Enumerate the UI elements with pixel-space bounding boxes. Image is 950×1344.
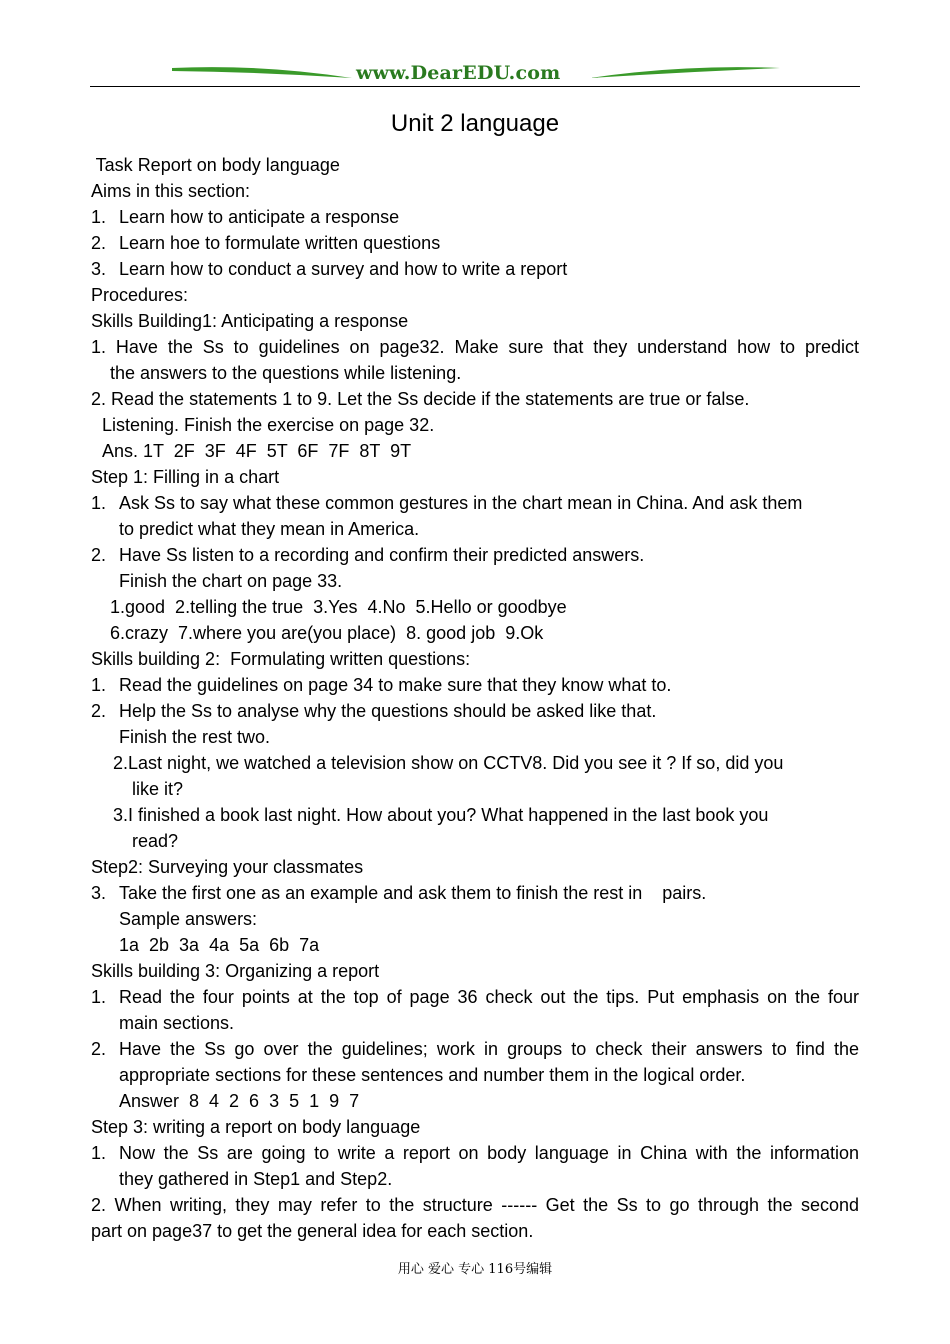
- section-heading: Step 1: Filling in a chart: [91, 467, 280, 487]
- item-text: Read the four points at the top of page 36 check out the tips. Put emphasis on the four: [119, 987, 859, 1007]
- answer-line: 6.crazy 7.where you are(you place) 8. good job 9.Ok: [110, 623, 544, 643]
- section-heading: Step2: Surveying your classmates: [91, 857, 364, 877]
- item-text: Ask Ss to say what these common gestures in the chart mean in China. And ask them: [119, 493, 803, 513]
- paragraph-line: like it?: [132, 779, 184, 799]
- paragraph-line: Sample answers:: [119, 909, 258, 929]
- list-item: [91, 1140, 859, 1166]
- paragraph-line: Listening. Finish the exercise on page 32.: [102, 415, 435, 435]
- paragraph-line: 3.I finished a book last night. How about you? What happened in the last book you: [113, 805, 769, 825]
- item-text: Take the first one as an example and ask them to finish the rest in pairs.: [119, 883, 707, 903]
- list-item: [91, 1036, 859, 1062]
- item-number: 1.: [91, 987, 107, 1007]
- site-logo[interactable]: www.DearEDU.com: [356, 62, 561, 84]
- list-item: [91, 880, 859, 906]
- paragraph-line: read?: [132, 831, 179, 851]
- list-item: [91, 984, 859, 1010]
- item-text: Now the Ss are going to write a report on body language in China with the information: [119, 1143, 859, 1163]
- section-heading: Skills building 3: Organizing a report: [91, 961, 380, 981]
- section-heading: Skills Building1: Anticipating a response: [91, 311, 409, 331]
- answer-line: 1.good 2.telling the true 3.Yes 4.No 5.Hello or goodbye: [110, 597, 567, 617]
- item-number: 1.: [91, 1143, 107, 1163]
- paragraph-line: 2. When writing, they may refer to the structure ------ Get the Ss to go through the second: [91, 1195, 859, 1215]
- item-text: Read the guidelines on page 34 to make sure that they know what to.: [119, 675, 672, 695]
- section-heading: Step 3: writing a report on body language: [91, 1117, 421, 1137]
- paragraph-line: main sections.: [119, 1013, 235, 1033]
- list-item: [91, 256, 859, 282]
- item-text: Learn how to anticipate a response: [119, 207, 400, 227]
- procedures-heading: Procedures:: [91, 285, 189, 305]
- right-swoosh-decoration: [590, 66, 780, 80]
- item-number: 2.: [91, 545, 107, 565]
- paragraph-line: 2.Last night, we watched a television show on CCTV8. Did you see it ? If so, did you: [113, 753, 784, 773]
- item-text: Have Ss listen to a recording and confirm their predicted answers.: [119, 545, 645, 565]
- header-rule: [90, 86, 860, 87]
- paragraph-line: Finish the rest two.: [119, 727, 271, 747]
- page-footer: 用心 爱心 专心 116号编辑: [397, 1262, 553, 1277]
- list-item: [91, 490, 859, 516]
- paragraph-line: the answers to the questions while listening.: [110, 363, 462, 383]
- item-text: Learn hoe to formulate written questions: [119, 233, 441, 253]
- list-item: [91, 542, 859, 568]
- paragraph-line: they gathered in Step1 and Step2.: [119, 1169, 393, 1189]
- aims-heading: Aims in this section:: [91, 181, 251, 201]
- item-number: 2.: [91, 1039, 107, 1059]
- paragraph-line: appropriate sections for these sentences and number them in the logical order.: [119, 1065, 746, 1085]
- answer-line: Ans. 1T 2F 3F 4F 5T 6F 7F 8T 9T: [102, 441, 412, 461]
- page-title: Unit 2 language: [390, 110, 560, 137]
- list-item: [91, 672, 859, 698]
- item-text: Learn how to conduct a survey and how to write a report: [119, 259, 568, 279]
- item-text: Have the Ss go over the guidelines; work in groups to check their answers to find the: [119, 1039, 859, 1059]
- list-item: [91, 204, 859, 230]
- answer-line: 1a 2b 3a 4a 5a 6b 7a: [119, 935, 320, 955]
- list-item: [91, 698, 859, 724]
- task-line: Task Report on body language: [91, 155, 340, 175]
- item-number: 3.: [91, 259, 107, 279]
- list-item: [91, 230, 859, 256]
- item-number: 3.: [91, 883, 107, 903]
- page-header: [90, 58, 860, 90]
- answer-line: Answer 8 4 2 6 3 5 1 9 7: [119, 1091, 360, 1111]
- item-number: 1.: [91, 675, 107, 695]
- item-number: 1.: [91, 207, 107, 227]
- left-swoosh-decoration: [172, 66, 352, 80]
- item-number: 1.: [91, 493, 107, 513]
- item-number: 2.: [91, 701, 107, 721]
- item-number: 2.: [91, 233, 107, 253]
- paragraph-line: to predict what they mean in America.: [119, 519, 420, 539]
- paragraph-line: 2. Read the statements 1 to 9. Let the Ss decide if the statements are true or false.: [91, 389, 750, 409]
- paragraph-line: 1. Have the Ss to guidelines on page32. Make sure that they understand how to predict: [91, 337, 859, 357]
- section-heading: Skills building 2: Formulating written questions:: [91, 649, 471, 669]
- paragraph-line: Finish the chart on page 33.: [119, 571, 343, 591]
- document-body: [91, 152, 859, 1244]
- item-text: Help the Ss to analyse why the questions should be asked like that.: [119, 701, 657, 721]
- paragraph-line: part on page37 to get the general idea for each section.: [91, 1221, 534, 1241]
